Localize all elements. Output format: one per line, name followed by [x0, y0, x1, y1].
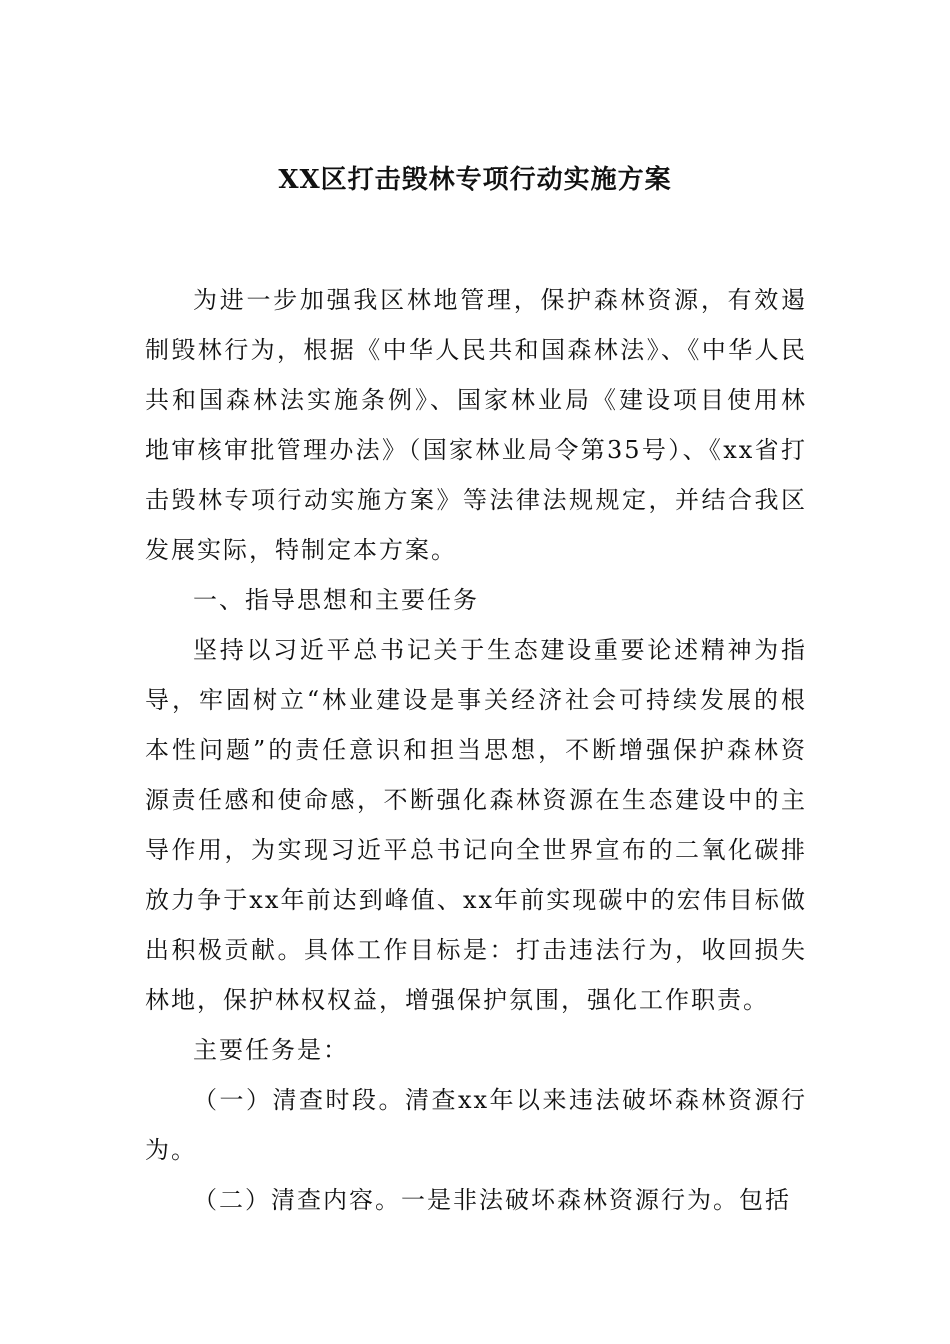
document-title: XX区打击毁林专项行动实施方案: [278, 165, 672, 195]
task-item-1: （一）清查时段。清查xx年以来违法破坏森林资源行为。: [145, 1086, 807, 1164]
section-heading-guiding-ideology: 一、指导思想和主要任务: [193, 586, 479, 614]
guiding-ideology-paragraph: 坚持以习近平总书记关于生态建设重要论述精神为指导，牢固树立“林业建设是事关经济社会可持续发展的根本性问题”的责任意识和担当思想，不断增强保护森林资源责任感和使命感，不断强化森林资源在生态建设中的主导作用，为实现习近平总书记向全世界宣布的二氧化碳排放力争于xx年前达到峰值、xx年前实现碳中的宏伟目标做出积极贡献。具体工作目标是：打击违法行为，收回损失林地，保护林权权益，增强保护氛围，强化工作职责。: [145, 636, 807, 1014]
intro-paragraph: 为进一步加强我区林地管理，保护森林资源，有效遏制毁林行为，根据《中华人民共和国森林法》、《中华人民共和国森林法实施条例》、国家林业局《建设项目使用林地审核审批管理办法》（国家林业局令第35号）、《xx省打击毁林专项行动实施方案》等法律法规规定，并结合我区发展实际，特制定本方案。: [145, 286, 807, 564]
main-tasks-label: 主要任务是：: [193, 1036, 349, 1064]
document-body: [145, 275, 807, 1225]
task-item-2: （二）清查内容。一是非法破坏森林资源行为。包括: [193, 1186, 791, 1214]
